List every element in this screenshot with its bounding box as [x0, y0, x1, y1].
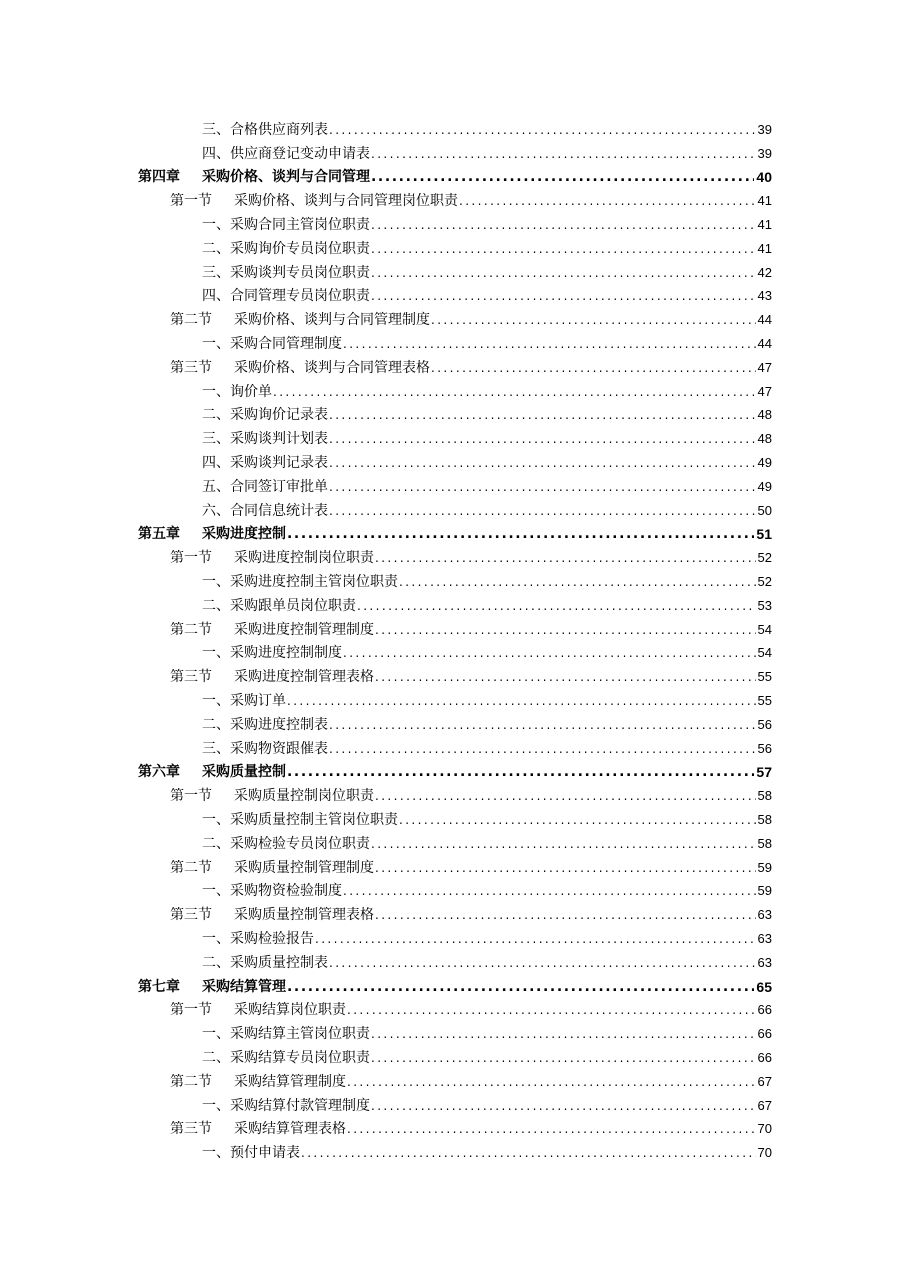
toc-entry-item[interactable]	[0, 689, 909, 713]
toc-page-number: 58	[757, 788, 772, 804]
toc-dot-leader	[371, 835, 756, 853]
toc-entry-number: 一、	[202, 812, 230, 828]
toc-entry-chapter[interactable]	[0, 761, 909, 785]
toc-entry-number: 第三节	[170, 1121, 212, 1138]
toc-entry-title: 采购检验专员岗位职责	[230, 835, 370, 852]
toc-entry-item[interactable]	[0, 713, 909, 737]
toc-entry-chapter[interactable]	[0, 975, 909, 999]
toc-entry-title: 采购结算管理制度	[234, 1073, 346, 1090]
toc-page-number: 66	[757, 1049, 772, 1065]
toc-entry-section[interactable]	[0, 618, 909, 642]
toc-entry-label	[170, 787, 374, 805]
toc-entry-label	[170, 359, 430, 377]
toc-entry-number: 第三节	[170, 907, 212, 924]
toc-entry-label	[202, 716, 328, 734]
toc-entry-title: 预付申请表	[230, 1145, 300, 1162]
toc-page-number: 55	[757, 669, 772, 685]
toc-entry-item[interactable]	[0, 499, 909, 523]
toc-dot-leader	[371, 145, 756, 163]
toc-page-number: 67	[757, 1073, 772, 1089]
toc-dot-leader	[329, 406, 756, 424]
toc-entry-title: 采购检验报告	[230, 930, 314, 947]
toc-entry-label	[202, 573, 398, 591]
toc-entry-item[interactable]	[0, 570, 909, 594]
toc-dot-leader	[375, 549, 756, 567]
toc-dot-leader	[347, 1120, 756, 1138]
toc-entry-title: 采购谈判专员岗位职责	[230, 264, 370, 281]
toc-entry-number: 四、	[202, 145, 230, 162]
toc-entry-number: 第三节	[170, 669, 212, 686]
toc-entry-label	[170, 192, 458, 210]
toc-entry-label	[202, 954, 328, 972]
toc-dot-leader	[315, 930, 756, 948]
toc-entry-label	[170, 859, 374, 877]
toc-page-number: 58	[757, 835, 772, 851]
toc-dot-leader	[357, 597, 756, 615]
toc-entry-label	[202, 216, 370, 234]
toc-page-number: 66	[757, 1026, 772, 1042]
toc-entry-number: 一、	[202, 217, 230, 234]
toc-entry-label	[202, 692, 286, 710]
toc-entry-title: 采购价格、谈判与合同管理	[202, 169, 370, 186]
toc-entry-item[interactable]	[0, 951, 909, 975]
toc-entry-title: 供应商登记变动申请表	[230, 145, 370, 162]
toc-entry-number: 第三节	[170, 359, 212, 376]
toc-entry-label	[202, 502, 328, 520]
toc-entry-title: 采购进度控制	[202, 526, 286, 543]
toc-entry-label	[138, 525, 286, 543]
toc-entry-title: 采购质量控制岗位职责	[234, 788, 374, 805]
toc-dot-leader	[287, 525, 754, 543]
toc-dot-leader	[399, 811, 756, 829]
toc-page-number: 52	[757, 574, 772, 590]
toc-entry-section[interactable]	[0, 903, 909, 927]
toc-entry-label	[202, 740, 328, 758]
toc-entry-label	[202, 1097, 370, 1115]
toc-entry-label	[202, 882, 342, 900]
toc-dot-leader	[371, 240, 756, 258]
toc-entry-number: 二、	[202, 835, 230, 852]
toc-dot-leader	[329, 430, 756, 448]
toc-page-number: 59	[757, 859, 772, 875]
toc-page-number: 40	[756, 169, 772, 186]
toc-entry-label	[202, 145, 370, 163]
toc-page-number: 49	[757, 478, 772, 494]
toc-dot-leader	[329, 454, 756, 472]
toc-page-number: 42	[757, 264, 772, 280]
toc-entry-label	[202, 121, 328, 139]
toc-entry-title: 采购结算专员岗位职责	[230, 1049, 370, 1066]
toc-entry-title: 采购谈判计划表	[230, 431, 328, 448]
toc-entry-number: 五、	[202, 478, 230, 495]
toc-entry-number: 第五章	[138, 526, 180, 543]
toc-entry-label	[202, 644, 342, 662]
toc-entry-item[interactable]	[0, 118, 909, 142]
toc-dot-leader	[329, 740, 756, 758]
toc-dot-leader	[371, 1025, 756, 1043]
toc-entry-number: 二、	[202, 407, 230, 424]
toc-entry-title: 采购结算主管岗位职责	[230, 1026, 370, 1043]
toc-entry-title: 采购询价记录表	[230, 407, 328, 424]
toc-entry-number: 第四章	[138, 169, 180, 186]
toc-entry-title: 采购结算管理	[202, 978, 286, 995]
toc-entry-title: 采购质量控制表	[230, 954, 328, 971]
toc-page-number: 54	[757, 621, 772, 637]
toc-entry-label	[138, 978, 286, 996]
toc-entry-item[interactable]	[0, 737, 909, 761]
toc-entry-item[interactable]	[0, 142, 909, 166]
toc-page-number: 49	[757, 455, 772, 471]
toc-page-number: 54	[757, 645, 772, 661]
toc-dot-leader	[301, 1144, 756, 1162]
toc-page-number: 48	[757, 407, 772, 423]
toc-entry-item[interactable]	[0, 451, 909, 475]
toc-entry-section[interactable]	[0, 998, 909, 1022]
toc-page-number: 70	[757, 1121, 772, 1137]
toc-entry-item[interactable]	[0, 285, 909, 309]
toc-page-number: 51	[756, 526, 772, 543]
toc-entry-number: 一、	[202, 1097, 230, 1114]
toc-entry-label	[202, 454, 328, 472]
toc-dot-leader	[431, 311, 756, 329]
table-of-contents	[0, 118, 909, 1165]
toc-entry-label	[202, 835, 370, 853]
toc-entry-label	[202, 335, 342, 353]
toc-entry-label	[202, 240, 370, 258]
toc-entry-item[interactable]	[0, 213, 909, 237]
toc-dot-leader	[343, 644, 756, 662]
toc-dot-leader	[371, 1049, 756, 1067]
toc-entry-item[interactable]	[0, 880, 909, 904]
toc-entry-item[interactable]	[0, 404, 909, 428]
toc-entry-label	[138, 168, 370, 186]
toc-entry-title: 采购价格、谈判与合同管理制度	[234, 312, 430, 329]
toc-entry-title: 采购质量控制管理表格	[234, 907, 374, 924]
toc-entry-item[interactable]	[0, 1141, 909, 1165]
toc-entry-title: 采购合同管理制度	[230, 336, 342, 353]
toc-page-number: 55	[757, 693, 772, 709]
toc-dot-leader	[375, 859, 756, 877]
toc-entry-label	[202, 1049, 370, 1067]
toc-entry-number: 第一节	[170, 550, 212, 567]
toc-entry-number: 第一节	[170, 1002, 212, 1019]
toc-entry-number: 一、	[202, 1026, 230, 1043]
toc-entry-number: 六、	[202, 502, 230, 519]
toc-page-number: 52	[757, 550, 772, 566]
toc-entry-section[interactable]	[0, 665, 909, 689]
toc-entry-item[interactable]	[0, 237, 909, 261]
toc-dot-leader	[287, 978, 754, 996]
toc-page-number: 47	[757, 359, 772, 375]
toc-page-number: 63	[757, 954, 772, 970]
toc-dot-leader	[347, 1001, 756, 1019]
toc-dot-leader	[287, 763, 754, 781]
toc-entry-title: 采购价格、谈判与合同管理表格	[234, 359, 430, 376]
toc-entry-section[interactable]	[0, 546, 909, 570]
toc-page-number: 48	[757, 431, 772, 447]
toc-entry-title: 合同管理专员岗位职责	[230, 288, 370, 305]
toc-entry-number: 一、	[202, 693, 230, 710]
toc-page-number: 39	[757, 121, 772, 137]
toc-entry-title: 采购合同主管岗位职责	[230, 217, 370, 234]
toc-entry-section[interactable]	[0, 308, 909, 332]
toc-entry-item[interactable]	[0, 332, 909, 356]
toc-page-number: 53	[757, 597, 772, 613]
toc-entry-title: 采购订单	[230, 693, 286, 710]
toc-entry-label	[202, 406, 328, 424]
toc-dot-leader	[329, 716, 756, 734]
toc-entry-item[interactable]	[0, 1022, 909, 1046]
toc-dot-leader	[399, 573, 756, 591]
toc-entry-number: 一、	[202, 574, 230, 591]
toc-page-number: 58	[757, 812, 772, 827]
toc-page-number: 67	[757, 1097, 772, 1113]
toc-entry-label	[202, 264, 370, 282]
toc-entry-number: 三、	[202, 264, 230, 281]
toc-entry-number: 一、	[202, 930, 230, 947]
toc-page-number: 66	[757, 1002, 772, 1018]
toc-entry-title: 采购质量控制管理制度	[234, 859, 374, 876]
toc-entry-label	[202, 478, 328, 496]
toc-entry-item[interactable]	[0, 1046, 909, 1070]
toc-entry-title: 采购进度控制管理表格	[234, 669, 374, 686]
toc-entry-number: 一、	[202, 1145, 230, 1162]
toc-entry-label	[170, 1001, 346, 1019]
toc-entry-title: 采购进度控制管理制度	[234, 621, 374, 638]
toc-entry-number: 四、	[202, 455, 230, 472]
toc-entry-title: 合同信息统计表	[230, 502, 328, 519]
toc-dot-leader	[371, 1097, 756, 1115]
toc-page-number: 39	[757, 145, 772, 161]
toc-entry-section[interactable]	[0, 189, 909, 213]
toc-page-number: 44	[757, 336, 772, 352]
toc-dot-leader	[347, 1073, 756, 1091]
toc-page-number: 50	[757, 502, 772, 518]
toc-page-number: 65	[756, 978, 772, 995]
toc-entry-label	[170, 311, 430, 329]
toc-dot-leader	[459, 192, 756, 210]
toc-dot-leader	[375, 787, 756, 805]
toc-entry-item[interactable]	[0, 832, 909, 856]
toc-dot-leader	[371, 287, 756, 305]
toc-dot-leader	[431, 359, 756, 377]
toc-entry-item[interactable]	[0, 1094, 909, 1118]
toc-entry-label	[202, 430, 328, 448]
toc-entry-section[interactable]	[0, 784, 909, 808]
toc-entry-chapter[interactable]	[0, 523, 909, 547]
toc-entry-item[interactable]	[0, 927, 909, 951]
toc-dot-leader	[371, 168, 754, 186]
toc-entry-number: 二、	[202, 597, 230, 614]
toc-entry-number: 三、	[202, 121, 230, 138]
toc-entry-title: 采购谈判记录表	[230, 455, 328, 472]
toc-dot-leader	[329, 954, 756, 972]
toc-entry-label	[202, 1144, 300, 1162]
toc-entry-number: 二、	[202, 1049, 230, 1066]
toc-entry-label	[170, 1073, 346, 1091]
toc-page-number: 56	[757, 740, 772, 756]
toc-entry-section[interactable]	[0, 1070, 909, 1094]
toc-entry-title: 采购质量控制主管岗位职责	[230, 812, 398, 828]
toc-page-number: 41	[757, 193, 772, 209]
toc-dot-leader	[329, 502, 756, 520]
toc-entry-title: 采购询价专员岗位职责	[230, 240, 370, 257]
toc-entry-label	[170, 906, 374, 924]
toc-entry-number: 一、	[202, 645, 230, 662]
toc-dot-leader	[287, 692, 756, 710]
toc-dot-leader	[273, 383, 756, 401]
toc-entry-number: 三、	[202, 431, 230, 448]
toc-entry-label	[202, 287, 370, 305]
toc-entry-label	[202, 597, 356, 615]
toc-entry-number: 一、	[202, 336, 230, 353]
toc-entry-label	[202, 811, 398, 829]
toc-entry-number: 第二节	[170, 312, 212, 329]
toc-entry-number: 二、	[202, 954, 230, 971]
toc-entry-title: 采购物资跟催表	[230, 740, 328, 757]
toc-entry-item[interactable]	[0, 427, 909, 451]
toc-entry-item[interactable]	[0, 475, 909, 499]
toc-entry-number: 第二节	[170, 621, 212, 638]
toc-dot-leader	[329, 478, 756, 496]
toc-page-number: 70	[757, 1145, 772, 1161]
toc-entry-title: 采购进度控制岗位职责	[234, 550, 374, 567]
toc-entry-label	[170, 1120, 346, 1138]
toc-entry-title: 采购物资检验制度	[230, 883, 342, 900]
toc-entry-number: 第七章	[138, 978, 180, 995]
toc-page-number: 57	[756, 764, 772, 781]
toc-entry-number: 四、	[202, 288, 230, 305]
toc-page-number: 63	[757, 907, 772, 923]
toc-entry-item[interactable]	[0, 380, 909, 404]
toc-entry-title: 采购价格、谈判与合同管理岗位职责	[234, 193, 458, 210]
toc-entry-title: 采购结算付款管理制度	[230, 1097, 370, 1114]
toc-page-number: 59	[757, 883, 772, 899]
toc-entry-number: 二、	[202, 240, 230, 257]
toc-entry-number: 第二节	[170, 1073, 212, 1090]
toc-entry-label	[202, 383, 272, 401]
toc-entry-number: 第六章	[138, 764, 180, 781]
toc-page-number: 44	[757, 312, 772, 328]
toc-page-number: 47	[757, 383, 772, 399]
toc-page-number: 41	[757, 217, 772, 233]
toc-entry-title: 采购结算管理表格	[234, 1121, 346, 1138]
toc-dot-leader	[371, 264, 756, 282]
toc-entry-title: 采购进度控制表	[230, 716, 328, 733]
toc-entry-item[interactable]	[0, 594, 909, 618]
toc-entry-number: 第一节	[170, 193, 212, 210]
toc-page-number: 43	[757, 288, 772, 304]
toc-entry-label	[138, 763, 286, 781]
toc-entry-section[interactable]	[0, 356, 909, 380]
toc-entry-number: 二、	[202, 716, 230, 733]
toc-entry-title: 采购质量控制	[202, 764, 286, 781]
toc-entry-label	[202, 1025, 370, 1043]
toc-dot-leader	[375, 621, 756, 639]
toc-page-number: 56	[757, 716, 772, 732]
toc-entry-title: 采购结算岗位职责	[234, 1002, 346, 1019]
toc-entry-label	[170, 549, 374, 567]
toc-entry-item[interactable]	[0, 808, 909, 832]
toc-entry-title: 采购跟单员岗位职责	[230, 597, 356, 614]
toc-entry-title: 合格供应商列表	[230, 121, 328, 138]
toc-entry-number: 一、	[202, 383, 230, 400]
toc-dot-leader	[375, 668, 756, 686]
toc-entry-label	[170, 621, 374, 639]
toc-entry-item[interactable]	[0, 261, 909, 285]
toc-dot-leader	[343, 335, 756, 353]
toc-entry-title: 询价单	[230, 383, 272, 400]
toc-entry-section[interactable]	[0, 1117, 909, 1141]
toc-entry-number: 第二节	[170, 859, 212, 876]
toc-entry-number: 一、	[202, 883, 230, 900]
toc-entry-chapter[interactable]	[0, 166, 909, 190]
toc-entry-section[interactable]	[0, 856, 909, 880]
toc-entry-title: 采购进度控制主管岗位职责	[230, 574, 398, 591]
toc-page-number: 41	[757, 240, 772, 256]
toc-dot-leader	[343, 882, 756, 900]
toc-entry-item[interactable]	[0, 642, 909, 666]
toc-entry-number: 三、	[202, 740, 230, 757]
toc-dot-leader	[329, 121, 756, 139]
toc-entry-title: 合同签订审批单	[230, 478, 328, 495]
toc-dot-leader	[371, 216, 756, 234]
toc-entry-label	[202, 930, 314, 948]
toc-dot-leader	[375, 906, 756, 924]
toc-page-number: 63	[757, 930, 772, 946]
toc-entry-number: 第一节	[170, 788, 212, 805]
toc-entry-title: 采购进度控制制度	[230, 645, 342, 662]
toc-entry-label	[170, 668, 374, 686]
